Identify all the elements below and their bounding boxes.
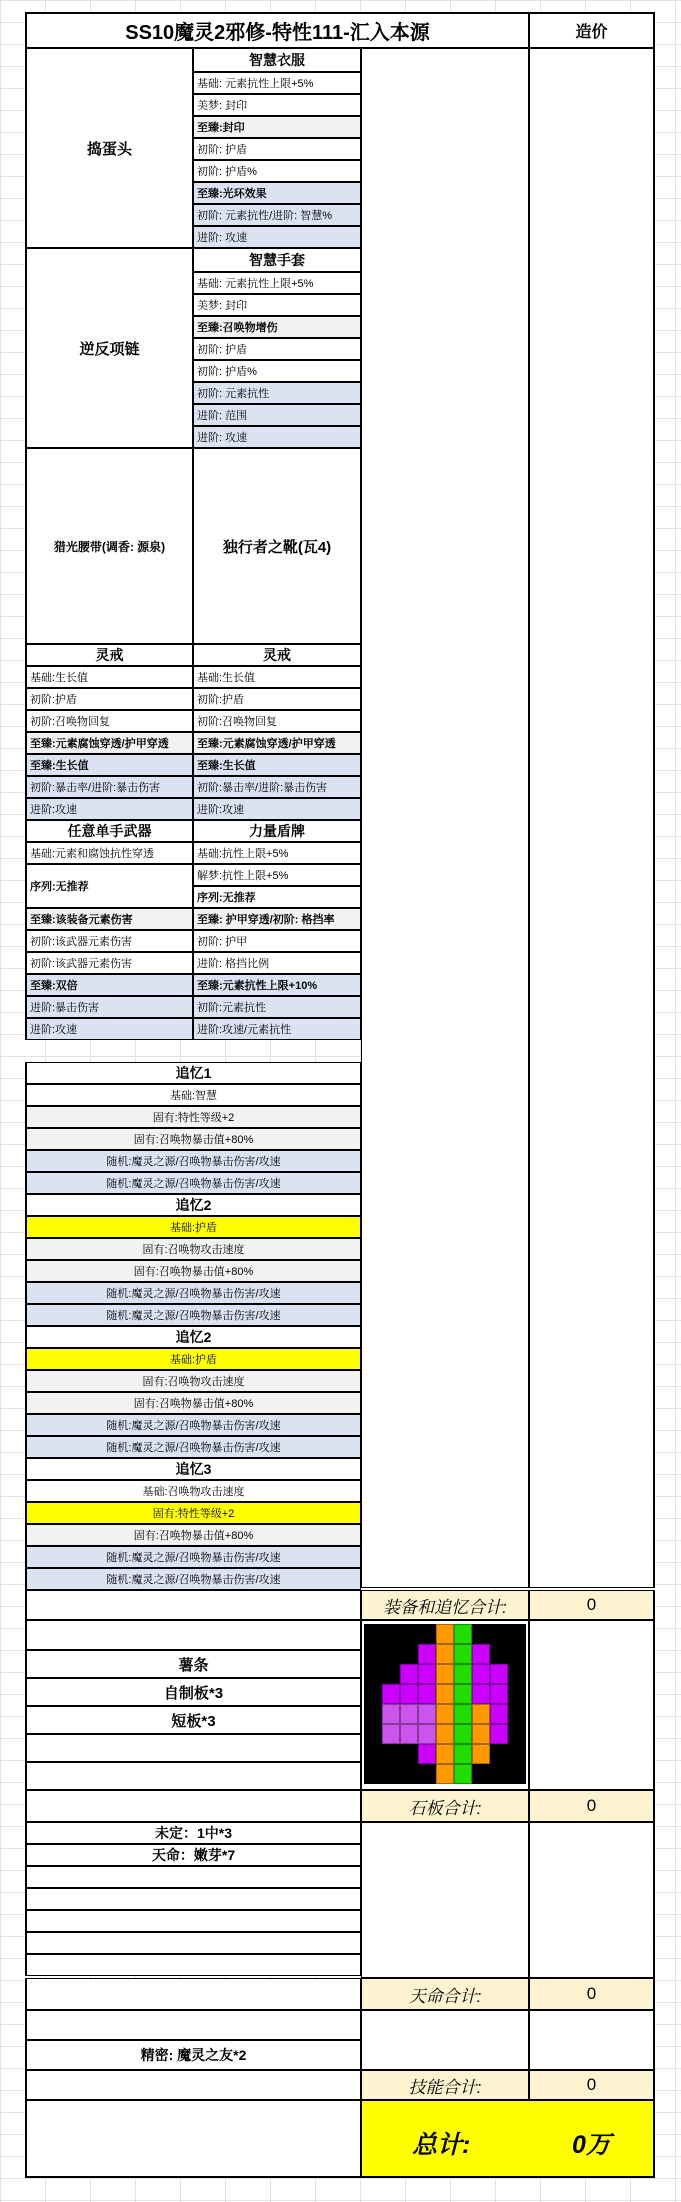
grand-total-label: 总计: — [412, 2131, 471, 2159]
slate-row: 短板*3 — [25, 1706, 361, 1734]
attribute-row: 进阶:攻速/元素抗性 — [193, 1018, 361, 1040]
slate-pixel — [454, 1644, 472, 1664]
slot-necklace-label: 逆反项链 — [25, 248, 193, 448]
attribute-row: 至臻:元素抗性上限+10% — [193, 974, 361, 996]
summary-left-6 — [25, 2100, 361, 2178]
memory-header: 追忆3 — [25, 1458, 361, 1480]
slate-pixel — [472, 1624, 490, 1644]
attribute-row: 至臻:双倍 — [25, 974, 193, 996]
fate-empty-row — [25, 1910, 361, 1932]
memory-row: 基础:护盾 — [25, 1216, 361, 1238]
slate-pixel — [382, 1664, 400, 1684]
slate-pixel — [490, 1764, 508, 1784]
slate-pixel — [490, 1744, 508, 1764]
ring-left-header: 灵戒 — [25, 644, 193, 666]
slate-pixel — [382, 1644, 400, 1664]
attribute-row: 初阶:召唤物回复 — [25, 710, 193, 732]
slate-pixel — [454, 1624, 472, 1644]
slate-pixel — [364, 1664, 382, 1684]
slate-empty-row — [25, 1762, 361, 1790]
summary-left-5 — [25, 2070, 361, 2100]
attribute-row: 进阶:攻速 — [25, 1018, 193, 1040]
slate-pixel — [454, 1724, 472, 1744]
slate-pixel — [364, 1624, 382, 1644]
slate-row: 自制板*3 — [25, 1678, 361, 1706]
fate-total-value: 0 — [529, 1978, 655, 2010]
slate-pixel — [418, 1664, 436, 1684]
slate-pixel — [400, 1684, 418, 1704]
slate-pixel — [436, 1684, 454, 1704]
memory-row: 固有:召唤物暴击值+80% — [25, 1392, 361, 1414]
attribute-row: 解梦:抗性上限+5% — [193, 864, 361, 886]
attribute-row: 初阶: 护甲 — [193, 930, 361, 952]
slate-pixel — [418, 1744, 436, 1764]
memory-row: 固有:召唤物攻击速度 — [25, 1370, 361, 1392]
memory-header: 追忆1 — [25, 1062, 361, 1084]
shield-header: 力量盾牌 — [193, 820, 361, 842]
slate-pixel — [472, 1644, 490, 1664]
attribute-row: 基础:抗性上限+5% — [193, 842, 361, 864]
memory-row: 基础:智慧 — [25, 1084, 361, 1106]
memory-row: 随机:魔灵之源/召唤物暴击伤害/攻速 — [25, 1150, 361, 1172]
attribute-row: 至臻:元素腐蚀穿透/护甲穿透 — [25, 732, 193, 754]
spacer-column — [361, 48, 529, 1588]
slate-pixel — [364, 1704, 382, 1724]
attribute-row: 进阶:攻速 — [193, 798, 361, 820]
slate-pixel — [508, 1644, 526, 1664]
attribute-row: 初阶: 元素抗性 — [193, 382, 361, 404]
attribute-row: 初阶: 护盾% — [193, 160, 361, 182]
fate-row: 天命：嫩芽*7 — [25, 1844, 361, 1866]
attribute-row: 至臻:生长值 — [25, 754, 193, 776]
attribute-row: 进阶: 攻速 — [193, 426, 361, 448]
slate-empty-row — [25, 1734, 361, 1762]
attribute-row: 至臻:生长值 — [193, 754, 361, 776]
slate-pixel — [472, 1744, 490, 1764]
slate-pixel — [508, 1744, 526, 1764]
summary-left-2 — [25, 1620, 361, 1650]
cost-header: 造价 — [529, 12, 655, 48]
slate-pixel — [436, 1744, 454, 1764]
attribute-row: 美梦: 封印 — [193, 94, 361, 116]
slate-pixel — [472, 1704, 490, 1724]
slate-pixel — [436, 1704, 454, 1724]
slate-pixel — [490, 1644, 508, 1664]
fate-total-text: 天命合计: — [408, 1986, 482, 2006]
attribute-row: 基础:生长值 — [193, 666, 361, 688]
attribute-row: 初阶: 护盾 — [193, 338, 361, 360]
memory-row: 随机:魔灵之源/召唤物暴击伤害/攻速 — [25, 1414, 361, 1436]
slate-pixel — [490, 1624, 508, 1644]
skill-empty-row — [25, 2010, 361, 2040]
slate-pixel — [364, 1644, 382, 1664]
slate-pixel — [382, 1744, 400, 1764]
slate-pixel — [436, 1764, 454, 1784]
slate-pixel — [490, 1664, 508, 1684]
cost-column-gear — [529, 48, 655, 1588]
slate-pixel — [418, 1684, 436, 1704]
gloves-header: 智慧手套 — [193, 248, 361, 272]
memory-row: 随机:魔灵之源/召唤物暴击伤害/攻速 — [25, 1568, 361, 1590]
slate-pixel — [490, 1704, 508, 1724]
attribute-row: 初阶:元素抗性 — [193, 996, 361, 1018]
attribute-row: 基础: 元素抗性上限+5% — [193, 272, 361, 294]
slate-pixel — [400, 1664, 418, 1684]
attribute-row: 至臻:封印 — [193, 116, 361, 138]
slate-pixel — [472, 1724, 490, 1744]
fate-empty-row — [25, 1954, 361, 1976]
slate-pixel — [472, 1664, 490, 1684]
memory-row: 随机:魔灵之源/召唤物暴击伤害/攻速 — [25, 1436, 361, 1458]
slot-head-label: 捣蛋头 — [25, 48, 193, 248]
slate-pixel — [454, 1664, 472, 1684]
cost-column-slate — [529, 1620, 655, 1790]
attribute-row: 进阶: 范围 — [193, 404, 361, 426]
slate-pixel — [490, 1684, 508, 1704]
slate-pixel — [436, 1724, 454, 1744]
slate-pixel — [382, 1624, 400, 1644]
attribute-row: 初阶: 护盾 — [193, 138, 361, 160]
slate-pixel — [436, 1664, 454, 1684]
attribute-row: 基础:元素和腐蚀抗性穿透 — [25, 842, 193, 864]
skill-total-label — [361, 2070, 529, 2100]
summary-left-3 — [25, 1790, 361, 1822]
slate-pixel — [382, 1684, 400, 1704]
slate-pixel — [454, 1764, 472, 1784]
attribute-row: 进阶:攻速 — [25, 798, 193, 820]
attribute-row: 序列:无推荐 — [25, 864, 193, 908]
memory-row: 固有:召唤物攻击速度 — [25, 1238, 361, 1260]
slate-pixel — [400, 1704, 418, 1724]
slate-pixel — [508, 1664, 526, 1684]
attribute-row: 初阶:暴击率/进阶:暴击伤害 — [25, 776, 193, 798]
attribute-row: 初阶:召唤物回复 — [193, 710, 361, 732]
slot-belt-label: 猎光腰带(调香: 源泉) — [25, 448, 193, 644]
equip-total-value: 0 — [529, 1590, 655, 1620]
memory-header: 追忆2 — [25, 1194, 361, 1216]
fate-total-label — [361, 1978, 529, 2010]
attribute-row: 进阶: 攻速 — [193, 226, 361, 248]
memory-row: 基础:护盾 — [25, 1348, 361, 1370]
slate-pixel — [364, 1684, 382, 1704]
attribute-row: 初阶:护盾 — [193, 688, 361, 710]
slate-pixel — [382, 1764, 400, 1784]
memory-row: 固有:特性等级+2 — [25, 1106, 361, 1128]
slate-pixel — [400, 1744, 418, 1764]
slate-pixel — [418, 1764, 436, 1784]
slate-pixel — [382, 1704, 400, 1724]
grand-total-value: 0万 — [572, 2131, 611, 2159]
fate-empty-row — [25, 1888, 361, 1910]
fate-mid-cell — [361, 1822, 529, 1978]
slate-pixel — [436, 1624, 454, 1644]
attribute-row: 序列:无推荐 — [193, 886, 361, 908]
attribute-row: 至臻: 护甲穿透/初阶: 格挡率 — [193, 908, 361, 930]
slot-boots-label: 独行者之靴(瓦4) — [193, 448, 361, 644]
slate-pixel — [382, 1724, 400, 1744]
slate-pixel — [364, 1744, 382, 1764]
fate-row: 未定：1中*3 — [25, 1822, 361, 1844]
summary-left-4 — [25, 1978, 361, 2010]
attribute-row: 初阶: 护盾% — [193, 360, 361, 382]
slate-pixel — [418, 1704, 436, 1724]
attribute-row: 初阶: 元素抗性/进阶: 智慧% — [193, 204, 361, 226]
attribute-row: 基础:生长值 — [25, 666, 193, 688]
weapon-header: 任意单手武器 — [25, 820, 193, 842]
memory-row: 基础:召唤物攻击速度 — [25, 1480, 361, 1502]
slate-pixel — [454, 1744, 472, 1764]
memory-row: 随机:魔灵之源/召唤物暴击伤害/攻速 — [25, 1304, 361, 1326]
fate-empty-row — [25, 1866, 361, 1888]
slate-pixel — [508, 1624, 526, 1644]
slate-total-value: 0 — [529, 1790, 655, 1822]
slate-pixel — [454, 1684, 472, 1704]
slate-pixel — [454, 1704, 472, 1724]
slate-pixel — [508, 1684, 526, 1704]
slate-pixel — [508, 1764, 526, 1784]
slate-pixel — [418, 1644, 436, 1664]
attribute-row: 初阶:护盾 — [25, 688, 193, 710]
attribute-row: 初阶:该武器元素伤害 — [25, 930, 193, 952]
slate-pixel — [400, 1624, 418, 1644]
slate-pixel — [364, 1724, 382, 1744]
slate-row: 薯条 — [25, 1650, 361, 1678]
slate-pixel — [418, 1624, 436, 1644]
attribute-row: 进阶:暴击伤害 — [25, 996, 193, 1018]
slate-board-image — [364, 1624, 526, 1784]
memory-row: 随机:魔灵之源/召唤物暴击伤害/攻速 — [25, 1282, 361, 1304]
slate-pixel — [436, 1644, 454, 1664]
memory-row: 随机:魔灵之源/召唤物暴击伤害/攻速 — [25, 1546, 361, 1568]
slate-pixel — [418, 1724, 436, 1744]
attribute-row: 基础: 元素抗性上限+5% — [193, 72, 361, 94]
attribute-row: 初阶:该武器元素伤害 — [25, 952, 193, 974]
fate-cost-cell — [529, 1822, 655, 1978]
skill-total-text: 技能合计: — [408, 2077, 482, 2097]
slate-pixel — [364, 1764, 382, 1784]
attribute-row: 至臻:光环效果 — [193, 182, 361, 204]
attribute-row: 初阶:暴击率/进阶:暴击伤害 — [193, 776, 361, 798]
memory-header: 追忆2 — [25, 1326, 361, 1348]
memory-row: 固有:召唤物暴击值+80% — [25, 1128, 361, 1150]
slate-pixel — [472, 1684, 490, 1704]
attribute-row: 至臻:元素腐蚀穿透/护甲穿透 — [193, 732, 361, 754]
sheet-title: SS10魔灵2邪修-特性111-汇入本源 — [25, 12, 529, 48]
memory-row: 随机:魔灵之源/召唤物暴击伤害/攻速 — [25, 1172, 361, 1194]
chest-header: 智慧衣服 — [193, 48, 361, 72]
attribute-row: 进阶: 格挡比例 — [193, 952, 361, 974]
attribute-row: 美梦: 封印 — [193, 294, 361, 316]
attribute-row: 至臻:该装备元素伤害 — [25, 908, 193, 930]
slate-pixel — [490, 1724, 508, 1744]
equip-total-text: 装备和追忆合计: — [383, 1597, 507, 1617]
slate-pixel — [508, 1724, 526, 1744]
summary-left-1 — [25, 1590, 361, 1620]
equip-total-label — [361, 1590, 529, 1620]
slate-pixel — [472, 1764, 490, 1784]
slate-total-text: 石板合计: — [408, 1798, 482, 1818]
ring-right-header: 灵戒 — [193, 644, 361, 666]
slate-pixel — [400, 1724, 418, 1744]
slate-total-label — [361, 1790, 529, 1822]
skill-row: 精密: 魔灵之友*2 — [25, 2040, 361, 2070]
slate-pixel — [400, 1644, 418, 1664]
slate-pixel — [508, 1704, 526, 1724]
memory-row: 固有:特性等级+2 — [25, 1502, 361, 1524]
skill-mid-cell — [361, 2010, 529, 2070]
attribute-row: 至臻:召唤物增伤 — [193, 316, 361, 338]
skill-total-value: 0 — [529, 2070, 655, 2100]
grand-total-cell — [361, 2100, 655, 2178]
fate-empty-row — [25, 1932, 361, 1954]
slate-pixel — [400, 1764, 418, 1784]
memory-row: 固有:召唤物暴击值+80% — [25, 1260, 361, 1282]
skill-cost-cell — [529, 2010, 655, 2070]
memory-row: 固有:召唤物暴击值+80% — [25, 1524, 361, 1546]
